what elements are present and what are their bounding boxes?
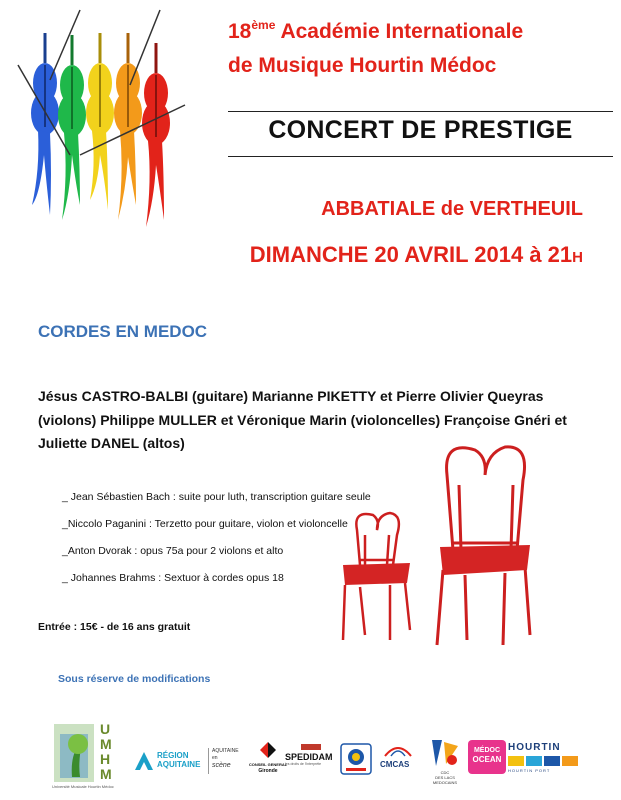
academy-name: Académie Internationale (280, 20, 524, 43)
red-chairs-illustration (335, 435, 535, 650)
umhm-letter: M (100, 736, 112, 752)
hourtin-logo (508, 742, 580, 774)
scene-line1: AQUITAINE (212, 748, 239, 754)
cdc-line1: CDC (440, 770, 450, 775)
umhm-letter: H (100, 751, 111, 767)
aquitaine-line2: AQUITAINE (157, 760, 201, 769)
section-title: CORDES EN MEDOC (38, 322, 208, 341)
spedidam-logo (285, 742, 337, 770)
medocean-line1: MÉDOC (473, 747, 501, 754)
concert-title: CONCERT DE PRESTIGE (268, 116, 573, 144)
concert-date (250, 242, 583, 268)
top-rule (228, 111, 613, 112)
program-item: _ Jean Sébastien Bach : suite pour luth, transcription guitare seule (62, 491, 371, 503)
bottom-rule (228, 156, 613, 157)
cmcas-name: CMCAS (380, 760, 410, 769)
performers-list: Jésus CASTRO-BALBI (guitare) Marianne PIKETTY et Pierre Olivier Queyras (violons) Philippe MULLER et Véronique Marin (violoncelles) Françoise Gnéri et Juliette DANEL (altos) (38, 388, 567, 451)
umhm-logo (52, 722, 130, 792)
entry-price: Entrée : 15€ - de 16 ans gratuit (38, 621, 191, 633)
violin-yellow-icon (86, 33, 114, 210)
gironde-line1: CONSEIL GENERAL (248, 762, 288, 767)
spedidam-tagline: les droits de l'interprète (285, 762, 322, 766)
umhm-caption: Université Musicale Hourtin Médoc (52, 784, 114, 789)
umhm-letter: M (100, 766, 112, 782)
umhm-letter: U (100, 721, 111, 737)
region-aquitaine-logo (133, 748, 205, 774)
program-item: _ Johannes Brahms : Sextuor à cordes opus 18 (62, 572, 284, 584)
program-item: _Niccolo Paganini : Terzetto pour guitare, violon et violoncelle (62, 518, 348, 530)
reserve-notice: Sous réserve de modifications (58, 673, 211, 685)
edition-suffix: ème (251, 18, 276, 32)
aquitaine-en-scene-logo (208, 748, 252, 774)
spedidam-name: SPEDIDAM (285, 752, 333, 762)
academy-title-line1 (228, 20, 523, 44)
gironde-line2: Gironde (258, 768, 278, 774)
edition-number: 18 (228, 20, 252, 43)
violin-red-icon (142, 43, 170, 227)
date-hour-suffix: H (572, 249, 583, 266)
violin-orange-icon (114, 33, 142, 220)
medocean-line2: OCEAN (472, 755, 502, 764)
program-item: _Anton Dvorak : opus 75a pour 2 violons et alto (62, 545, 284, 557)
partner-badge-logo (340, 743, 372, 777)
large-chair-seat (440, 545, 530, 575)
venue: ABBATIALE de VERTHEUIL (321, 198, 583, 220)
small-chair-seat (343, 563, 410, 585)
cmcas-logo (378, 744, 418, 776)
violin-green-icon (58, 35, 86, 220)
hourtin-tagline: HOURTIN PORT (508, 768, 551, 773)
medoc-ocean-logo (468, 740, 506, 774)
conseil-general-gironde-logo (248, 741, 288, 779)
scene-line2: en (212, 755, 218, 761)
cdc-line2: DES LACS MEDOCAINS (432, 775, 458, 785)
violin-blue-icon (31, 33, 59, 215)
scene-line3: scène (212, 762, 231, 769)
hourtin-name: HOURTIN (508, 742, 561, 753)
aquitaine-line1: RÉGION (157, 751, 189, 760)
academy-title-line2: de Musique Hourtin Médoc (228, 54, 497, 77)
violins-illustration (10, 5, 195, 230)
cdc-lacs-medocains-logo (425, 738, 465, 784)
date-main: DIMANCHE 20 AVRIL 2014 à 21 (249, 242, 573, 267)
